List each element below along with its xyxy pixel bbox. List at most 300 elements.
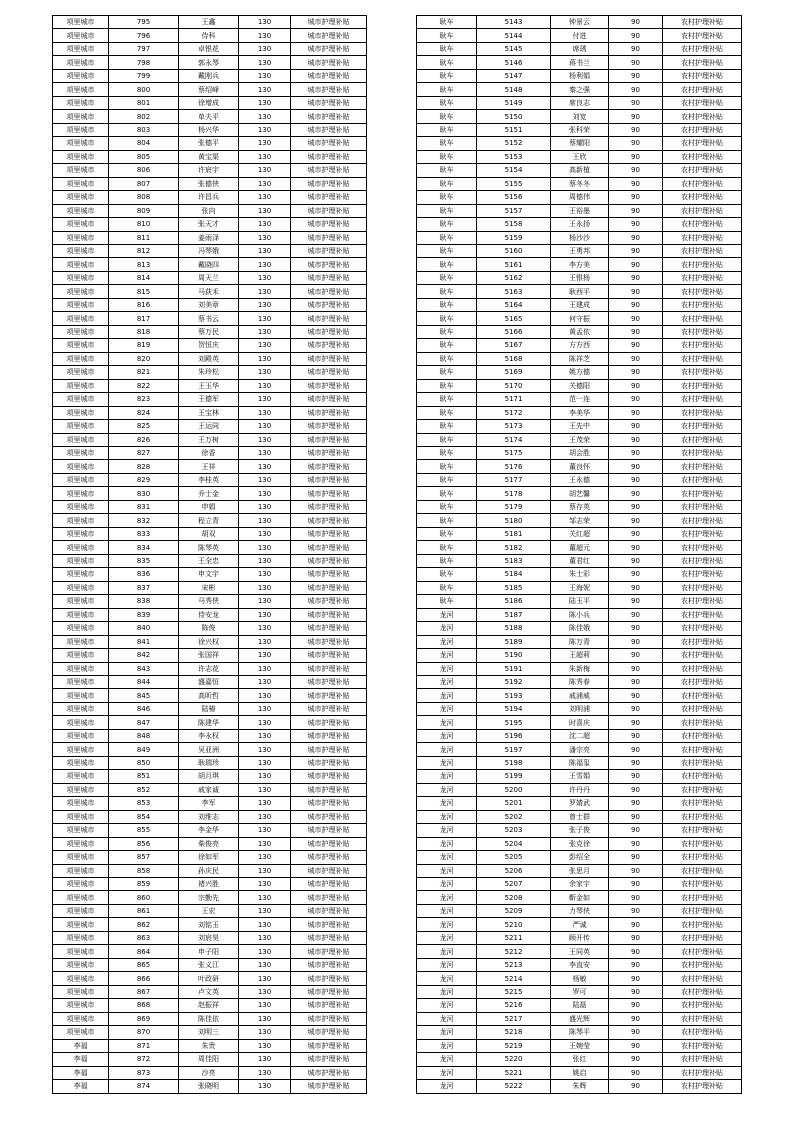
- table-row: [417, 864, 742, 877]
- table-row: [53, 500, 367, 513]
- name-cell: 乔士金: [179, 487, 239, 500]
- serial-cell: 5217: [477, 1012, 551, 1025]
- table-row: [417, 258, 742, 271]
- table-row: [53, 16, 367, 29]
- name-cell: 王雪娟: [551, 770, 609, 783]
- amount-cell: 130: [239, 689, 291, 702]
- name-cell: 蔡绍峰: [179, 83, 239, 96]
- subsidy-type-cell: 城市护理补贴: [291, 904, 367, 917]
- region-cell: 耿车: [417, 595, 477, 608]
- amount-cell: 130: [239, 675, 291, 688]
- region-cell: 龙河: [417, 891, 477, 904]
- amount-cell: 130: [239, 918, 291, 931]
- name-cell: 姚方德: [551, 366, 609, 379]
- name-cell: 陈佳娥: [551, 622, 609, 635]
- region-cell: 耿车: [417, 177, 477, 190]
- subsidy-type-cell: 农村护理补贴: [663, 729, 742, 742]
- subsidy-type-cell: 农村护理补贴: [663, 554, 742, 567]
- region-cell: 耿车: [417, 460, 477, 473]
- amount-cell: 90: [609, 972, 663, 985]
- region-cell: 项里城市: [53, 662, 109, 675]
- amount-cell: 130: [239, 958, 291, 971]
- amount-cell: 130: [239, 298, 291, 311]
- region-cell: 李福: [53, 1066, 109, 1079]
- table-row: [53, 42, 367, 55]
- table-row: [417, 797, 742, 810]
- table-row: [417, 339, 742, 352]
- subsidy-type-cell: 城市护理补贴: [291, 1066, 367, 1079]
- amount-cell: 130: [239, 1053, 291, 1066]
- region-cell: 项里城市: [53, 500, 109, 513]
- subsidy-type-cell: 农村护理补贴: [663, 649, 742, 662]
- table-row: [53, 527, 367, 540]
- region-cell: 项里城市: [53, 366, 109, 379]
- subsidy-type-cell: 城市护理补贴: [291, 204, 367, 217]
- name-cell: 侍安龙: [179, 608, 239, 621]
- subsidy-type-cell: 城市护理补贴: [291, 810, 367, 823]
- table-row: [53, 945, 367, 958]
- subsidy-type-cell: 城市护理补贴: [291, 298, 367, 311]
- amount-cell: 90: [609, 729, 663, 742]
- subsidy-type-cell: 农村护理补贴: [663, 985, 742, 998]
- serial-cell: 5207: [477, 878, 551, 891]
- amount-cell: 90: [609, 837, 663, 850]
- subsidy-type-cell: 农村护理补贴: [663, 29, 742, 42]
- subsidy-type-cell: 城市护理补贴: [291, 366, 367, 379]
- table-row: [417, 824, 742, 837]
- subsidy-type-cell: 农村护理补贴: [663, 298, 742, 311]
- table-row: [417, 271, 742, 284]
- table-row: [417, 164, 742, 177]
- amount-cell: 130: [239, 393, 291, 406]
- subsidy-type-cell: 农村护理补贴: [663, 1039, 742, 1052]
- amount-cell: 90: [609, 622, 663, 635]
- amount-cell: 130: [239, 878, 291, 891]
- region-cell: 耿车: [417, 110, 477, 123]
- serial-cell: 5154: [477, 164, 551, 177]
- table-row: [53, 271, 367, 284]
- table-row: [417, 918, 742, 931]
- serial-cell: 799: [109, 69, 179, 82]
- name-cell: 张克徐: [551, 837, 609, 850]
- subsidy-type-cell: 农村护理补贴: [663, 258, 742, 271]
- table-row: [53, 420, 367, 433]
- region-cell: 龙河: [417, 810, 477, 823]
- name-cell: 陈俊: [179, 622, 239, 635]
- name-cell: 沈二超: [551, 729, 609, 742]
- name-cell: 王祥: [179, 460, 239, 473]
- table-row: [417, 985, 742, 998]
- name-cell: 董君红: [551, 554, 609, 567]
- name-cell: 王永扬: [551, 218, 609, 231]
- table-row: [417, 16, 742, 29]
- table-row: [53, 312, 367, 325]
- region-cell: 项里城市: [53, 123, 109, 136]
- amount-cell: 90: [609, 366, 663, 379]
- table-row: [417, 1039, 742, 1052]
- region-cell: 耿车: [417, 366, 477, 379]
- table-row: [417, 244, 742, 257]
- name-cell: 李美华: [551, 406, 609, 419]
- subsidy-type-cell: 农村护理补贴: [663, 1066, 742, 1079]
- amount-cell: 130: [239, 137, 291, 150]
- table-row: [417, 1026, 742, 1039]
- region-cell: 项里城市: [53, 851, 109, 864]
- serial-cell: 5155: [477, 177, 551, 190]
- table-row: [417, 675, 742, 688]
- table-row: [417, 150, 742, 163]
- table-row: [417, 595, 742, 608]
- name-cell: 陈佳依: [179, 1012, 239, 1025]
- amount-cell: 130: [239, 366, 291, 379]
- subsidy-type-cell: 城市护理补贴: [291, 460, 367, 473]
- table-row: [53, 56, 367, 69]
- subsidy-type-cell: 城市护理补贴: [291, 554, 367, 567]
- table-row: [417, 312, 742, 325]
- name-cell: 曾士群: [551, 810, 609, 823]
- name-cell: 宋彬: [179, 581, 239, 594]
- region-cell: 项里城市: [53, 904, 109, 917]
- name-cell: 张天才: [179, 218, 239, 231]
- table-row: [417, 662, 742, 675]
- name-cell: 杨沙沙: [551, 231, 609, 244]
- left-table-body: [53, 16, 367, 1094]
- name-cell: 陈琴平: [551, 1026, 609, 1039]
- region-cell: 项里城市: [53, 689, 109, 702]
- table-row: [53, 1053, 367, 1066]
- amount-cell: 90: [609, 393, 663, 406]
- region-cell: 耿车: [417, 191, 477, 204]
- amount-cell: 90: [609, 797, 663, 810]
- name-cell: 陈建华: [179, 716, 239, 729]
- amount-cell: 90: [609, 460, 663, 473]
- table-row: [417, 527, 742, 540]
- amount-cell: 90: [609, 406, 663, 419]
- region-cell: 项里城市: [53, 891, 109, 904]
- serial-cell: 5175: [477, 447, 551, 460]
- region-cell: 耿车: [417, 554, 477, 567]
- subsidy-type-cell: 城市护理补贴: [291, 985, 367, 998]
- table-row: [417, 352, 742, 365]
- name-cell: 李金华: [179, 824, 239, 837]
- serial-cell: 5174: [477, 433, 551, 446]
- name-cell: 张向: [179, 204, 239, 217]
- region-cell: 项里城市: [53, 110, 109, 123]
- serial-cell: 821: [109, 366, 179, 379]
- table-row: [417, 622, 742, 635]
- amount-cell: 130: [239, 150, 291, 163]
- name-cell: 王永德: [551, 473, 609, 486]
- serial-cell: 846: [109, 702, 179, 715]
- subsidy-type-cell: 城市护理补贴: [291, 824, 367, 837]
- serial-cell: 5179: [477, 500, 551, 513]
- serial-cell: 5218: [477, 1026, 551, 1039]
- left-subsidy-table: [52, 15, 367, 1094]
- table-row: [53, 904, 367, 917]
- name-cell: 戴晓四: [179, 258, 239, 271]
- amount-cell: 130: [239, 218, 291, 231]
- table-row: [417, 177, 742, 190]
- name-cell: 耿西平: [551, 285, 609, 298]
- serial-cell: 808: [109, 191, 179, 204]
- subsidy-type-cell: 农村护理补贴: [663, 16, 742, 29]
- amount-cell: 130: [239, 258, 291, 271]
- serial-cell: 5199: [477, 770, 551, 783]
- amount-cell: 130: [239, 191, 291, 204]
- table-row: [53, 218, 367, 231]
- serial-cell: 865: [109, 958, 179, 971]
- serial-cell: 862: [109, 918, 179, 931]
- serial-cell: 828: [109, 460, 179, 473]
- table-row: [417, 689, 742, 702]
- amount-cell: 90: [609, 581, 663, 594]
- region-cell: 项里城市: [53, 258, 109, 271]
- name-cell: 高新植: [551, 164, 609, 177]
- name-cell: 卓银花: [179, 42, 239, 55]
- name-cell: 靳金如: [551, 891, 609, 904]
- subsidy-type-cell: 农村护理补贴: [663, 743, 742, 756]
- table-row: [53, 689, 367, 702]
- amount-cell: 90: [609, 69, 663, 82]
- amount-cell: 130: [239, 622, 291, 635]
- name-cell: 蔡书云: [179, 312, 239, 325]
- serial-cell: 807: [109, 177, 179, 190]
- subsidy-type-cell: 农村护理补贴: [663, 864, 742, 877]
- region-cell: 项里城市: [53, 271, 109, 284]
- amount-cell: 90: [609, 110, 663, 123]
- amount-cell: 90: [609, 824, 663, 837]
- region-cell: 项里城市: [53, 568, 109, 581]
- region-cell: 项里城市: [53, 433, 109, 446]
- region-cell: 项里城市: [53, 756, 109, 769]
- table-row: [417, 298, 742, 311]
- subsidy-type-cell: 农村护理补贴: [663, 1012, 742, 1025]
- serial-cell: 5160: [477, 244, 551, 257]
- subsidy-type-cell: 城市护理补贴: [291, 500, 367, 513]
- serial-cell: 5187: [477, 608, 551, 621]
- subsidy-type-cell: 城市护理补贴: [291, 541, 367, 554]
- name-cell: 刘美章: [179, 298, 239, 311]
- subsidy-type-cell: 城市护理补贴: [291, 837, 367, 850]
- region-cell: 耿车: [417, 433, 477, 446]
- amount-cell: 130: [239, 231, 291, 244]
- subsidy-type-cell: 城市护理补贴: [291, 743, 367, 756]
- region-cell: 项里城市: [53, 352, 109, 365]
- subsidy-type-cell: 农村护理补贴: [663, 500, 742, 513]
- region-cell: 耿车: [417, 258, 477, 271]
- table-row: [53, 891, 367, 904]
- name-cell: 申文宇: [179, 568, 239, 581]
- table-row: [53, 729, 367, 742]
- table-row: [53, 608, 367, 621]
- serial-cell: 850: [109, 756, 179, 769]
- region-cell: 耿车: [417, 339, 477, 352]
- name-cell: 褚兴胜: [179, 878, 239, 891]
- region-cell: 龙河: [417, 608, 477, 621]
- amount-cell: 90: [609, 271, 663, 284]
- subsidy-type-cell: 城市护理补贴: [291, 258, 367, 271]
- serial-cell: 5173: [477, 420, 551, 433]
- amount-cell: 130: [239, 339, 291, 352]
- region-cell: 耿车: [417, 285, 477, 298]
- table-row: [53, 985, 367, 998]
- table-row: [417, 783, 742, 796]
- serial-cell: 859: [109, 878, 179, 891]
- amount-cell: 130: [239, 500, 291, 513]
- name-cell: 蒋书兰: [551, 56, 609, 69]
- name-cell: 许宸宇: [179, 164, 239, 177]
- amount-cell: 90: [609, 756, 663, 769]
- serial-cell: 5152: [477, 137, 551, 150]
- subsidy-type-cell: 农村护理补贴: [663, 770, 742, 783]
- serial-cell: 5161: [477, 258, 551, 271]
- serial-cell: 5197: [477, 743, 551, 756]
- table-row: [417, 756, 742, 769]
- amount-cell: 90: [609, 851, 663, 864]
- region-cell: 龙河: [417, 770, 477, 783]
- name-cell: 张德侠: [179, 177, 239, 190]
- name-cell: 高昕哲: [179, 689, 239, 702]
- name-cell: 冯琴娥: [179, 244, 239, 257]
- serial-cell: 832: [109, 514, 179, 527]
- subsidy-type-cell: 城市护理补贴: [291, 972, 367, 985]
- table-row: [417, 729, 742, 742]
- serial-cell: 5186: [477, 595, 551, 608]
- subsidy-type-cell: 农村护理补贴: [663, 406, 742, 419]
- subsidy-type-cell: 城市护理补贴: [291, 622, 367, 635]
- amount-cell: 130: [239, 123, 291, 136]
- amount-cell: 90: [609, 244, 663, 257]
- serial-cell: 5184: [477, 568, 551, 581]
- serial-cell: 5171: [477, 393, 551, 406]
- name-cell: 李桂英: [179, 473, 239, 486]
- region-cell: 项里城市: [53, 393, 109, 406]
- name-cell: 钟景云: [551, 16, 609, 29]
- amount-cell: 130: [239, 177, 291, 190]
- amount-cell: 130: [239, 783, 291, 796]
- subsidy-type-cell: 城市护理补贴: [291, 271, 367, 284]
- amount-cell: 130: [239, 635, 291, 648]
- region-cell: 项里城市: [53, 406, 109, 419]
- name-cell: 王宏: [179, 904, 239, 917]
- amount-cell: 90: [609, 1026, 663, 1039]
- amount-cell: 130: [239, 244, 291, 257]
- amount-cell: 130: [239, 1080, 291, 1093]
- subsidy-type-cell: 农村护理补贴: [663, 123, 742, 136]
- serial-cell: 5221: [477, 1066, 551, 1079]
- amount-cell: 90: [609, 42, 663, 55]
- region-cell: 项里城市: [53, 298, 109, 311]
- region-cell: 项里城市: [53, 339, 109, 352]
- name-cell: 胡艺馨: [551, 487, 609, 500]
- serial-cell: 820: [109, 352, 179, 365]
- table-row: [53, 285, 367, 298]
- name-cell: 周佳阳: [179, 1053, 239, 1066]
- name-cell: 许丹丹: [551, 783, 609, 796]
- serial-cell: 861: [109, 904, 179, 917]
- subsidy-type-cell: 城市护理补贴: [291, 285, 367, 298]
- subsidy-type-cell: 农村护理补贴: [663, 460, 742, 473]
- name-cell: 贺恒庆: [179, 339, 239, 352]
- serial-cell: 813: [109, 258, 179, 271]
- amount-cell: 90: [609, 675, 663, 688]
- name-cell: 黄孟依: [551, 325, 609, 338]
- region-cell: 项里城市: [53, 541, 109, 554]
- table-row: [417, 514, 742, 527]
- name-cell: 王勇邦: [551, 244, 609, 257]
- table-row: [53, 325, 367, 338]
- subsidy-type-cell: 农村护理补贴: [663, 662, 742, 675]
- serial-cell: 863: [109, 931, 179, 944]
- serial-cell: 831: [109, 500, 179, 513]
- serial-cell: 5190: [477, 649, 551, 662]
- region-cell: 龙河: [417, 1026, 477, 1039]
- amount-cell: 130: [239, 487, 291, 500]
- region-cell: 耿车: [417, 16, 477, 29]
- serial-cell: 5162: [477, 271, 551, 284]
- table-row: [417, 447, 742, 460]
- amount-cell: 90: [609, 487, 663, 500]
- region-cell: 龙河: [417, 999, 477, 1012]
- table-row: [417, 904, 742, 917]
- table-row: [53, 298, 367, 311]
- region-cell: 耿车: [417, 164, 477, 177]
- region-cell: 项里城市: [53, 204, 109, 217]
- region-cell: 耿车: [417, 420, 477, 433]
- amount-cell: 130: [239, 1039, 291, 1052]
- table-row: [53, 743, 367, 756]
- region-cell: 项里城市: [53, 824, 109, 837]
- subsidy-type-cell: 农村护理补贴: [663, 527, 742, 540]
- serial-cell: 851: [109, 770, 179, 783]
- table-row: [417, 433, 742, 446]
- table-row: [53, 150, 367, 163]
- subsidy-type-cell: 城市护理补贴: [291, 96, 367, 109]
- serial-cell: 839: [109, 608, 179, 621]
- amount-cell: 130: [239, 608, 291, 621]
- subsidy-type-cell: 农村护理补贴: [663, 420, 742, 433]
- amount-cell: 130: [239, 945, 291, 958]
- serial-cell: 841: [109, 635, 179, 648]
- name-cell: 董良怀: [551, 460, 609, 473]
- amount-cell: 90: [609, 554, 663, 567]
- region-cell: 龙河: [417, 864, 477, 877]
- amount-cell: 130: [239, 756, 291, 769]
- serial-cell: 5222: [477, 1080, 551, 1093]
- subsidy-type-cell: 城市护理补贴: [291, 918, 367, 931]
- subsidy-type-cell: 城市护理补贴: [291, 447, 367, 460]
- table-row: [53, 622, 367, 635]
- amount-cell: 90: [609, 433, 663, 446]
- amount-cell: 130: [239, 595, 291, 608]
- subsidy-type-cell: 农村护理补贴: [663, 810, 742, 823]
- serial-cell: 829: [109, 473, 179, 486]
- name-cell: 王同英: [551, 945, 609, 958]
- amount-cell: 130: [239, 931, 291, 944]
- name-cell: 刘殿英: [179, 352, 239, 365]
- name-cell: 潘宗亮: [551, 743, 609, 756]
- subsidy-type-cell: 城市护理补贴: [291, 878, 367, 891]
- name-cell: 蔡耀阳: [551, 137, 609, 150]
- serial-cell: 835: [109, 554, 179, 567]
- subsidy-type-cell: 城市护理补贴: [291, 110, 367, 123]
- subsidy-type-cell: 农村护理补贴: [663, 42, 742, 55]
- region-cell: 龙河: [417, 904, 477, 917]
- region-cell: 耿车: [417, 568, 477, 581]
- region-cell: 项里城市: [53, 218, 109, 231]
- table-row: [53, 473, 367, 486]
- serial-cell: 840: [109, 622, 179, 635]
